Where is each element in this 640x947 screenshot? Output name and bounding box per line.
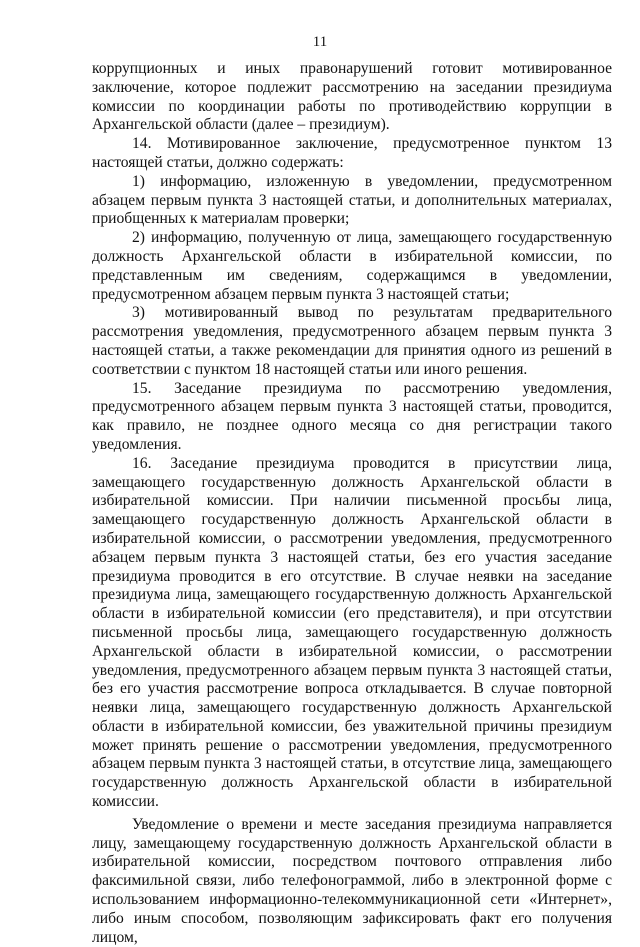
paragraph-item-15: 15. Заседание президиума по рассмотрению уведомления, предусмотренного абзацем первым пункта 3 настоящей статьи, проводится, как правило, не позднее одного месяца со дня регистрации такого уведомления. <box>92 379 612 453</box>
paragraph-subitem-3: 3) мотивированный вывод по результатам предварительного рассмотрения уведомления, предусмотренного абзацем первым пункта 3 настоящей статьи, а также рекомендации для принятия одного из решений в соответствии с пунктом 18 настоящей статьи или иного решения. <box>92 304 612 378</box>
paragraph-item-16: 16. Заседание президиума проводится в присутствии лица, замещающего государственную должность Архангельской области в избирательной комиссии. При наличии письменной просьбы лица, замещающего государственную должность Архангельской области в избирательной комиссии, о рассмотрении уведомления, предусмотренного абзацем первым пункта 3 настоящей статьи, без его участия заседание президиума проводится в его отсутствие. В случае неявки на заседание президиума лица, замещающего государственную должность Архангельской области в избирательной комиссии (его представителя), и при отсутствии письменной просьбы лица, замещающего государственную должность Архангельской области в избирательной комиссии, о рассмотрении уведомления, предусмотренного абзацем первым пункта 3 настоящей статьи, без его участия рассмотрение вопроса откладывается. В случае повторной неявки лица, замещающего государственную должность Архангельской области в избирательной комиссии, без уважительной причины президиум может принять решение о рассмотрении уведомления, предусмотренного абзацем первым пункта 3 настоящей статьи, в отсутствие лица, замещающего государственную должность Архангельской области в избирательной комиссии. <box>92 454 612 811</box>
paragraph-subitem-2: 2) информацию, полученную от лица, замещающего государственную должность Архангельской области в избирательной комиссии, по представленным им сведениям, содержащимся в уведомлении, предусмотренном абзацем первым пункта 3 настоящей статьи; <box>92 229 612 303</box>
document-body <box>92 60 612 947</box>
paragraph-continuation: коррупционных и иных правонарушений готовит мотивированное заключение, которое подлежит рассмотрению на заседании президиума комиссии по координации работы по противодействию коррупции в Архангельской области (далее – президиум). <box>92 60 612 134</box>
page-number: 11 <box>312 34 328 50</box>
paragraph-item-14: 14. Мотивированное заключение, предусмотренное пунктом 13 настоящей статьи, должно содержать: <box>92 135 612 171</box>
paragraph-notification: Уведомление о времени и месте заседания президиума направляется лицу, замещающему государственную должность Архангельской области в избирательной комиссии, посредством почтового отправления либо факсимильной связи, либо телефонограммой, либо в электронной форме с использованием информационно-телекоммуникационной сети «Интернет», либо иным способом, позволяющим зафиксировать факт его получения лицом, <box>92 815 612 946</box>
paragraph-subitem-1: 1) информацию, изложенную в уведомлении, предусмотренном абзацем первым пункта 3 настоящей статьи, и дополнительных материалах, приобщенных к материалам проверки; <box>92 172 612 228</box>
